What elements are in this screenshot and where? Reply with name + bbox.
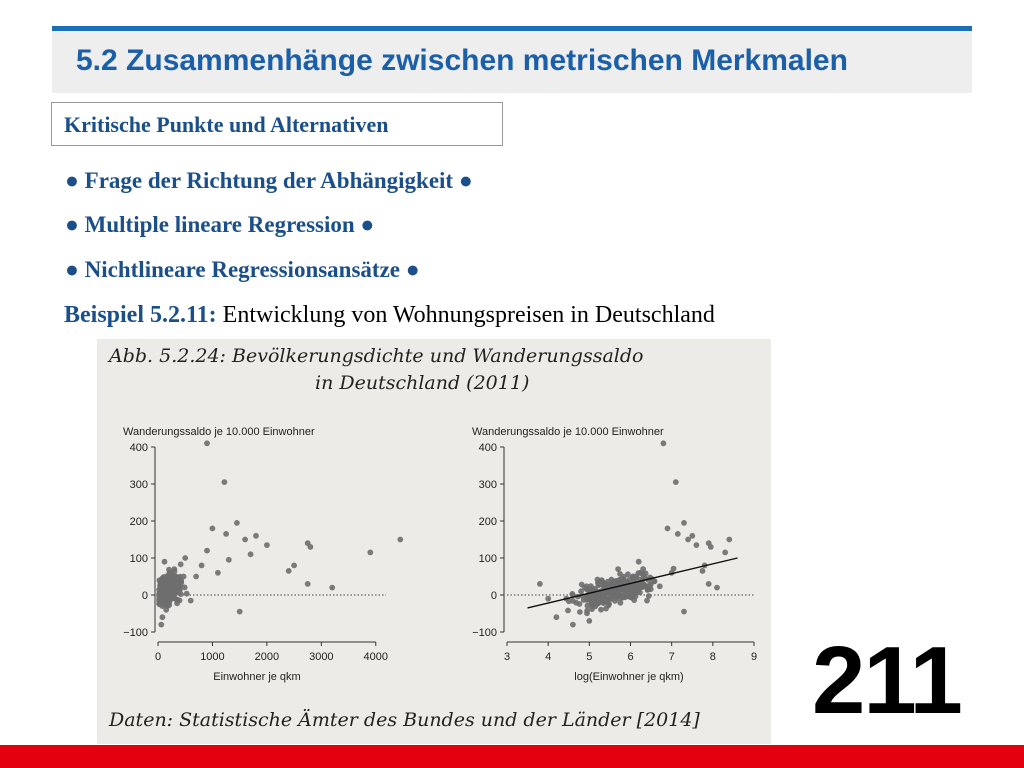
chart2-data-point [685, 537, 691, 543]
chart1-data-point [226, 557, 232, 563]
chart1-data-point [264, 542, 270, 548]
bullet-item-multiple-regression: ● Multiple lineare Regression ● [65, 212, 375, 237]
chart1-data-point [163, 607, 169, 613]
chart1-data-point [242, 537, 248, 543]
footer-bar [0, 745, 1024, 768]
chart2-data-point [673, 479, 679, 485]
chart2-y-tick-label: 300 [478, 479, 497, 491]
chart2-y-tick-label: 400 [478, 442, 497, 454]
chart1-data-point [237, 609, 243, 615]
chart2-x-tick-label: 7 [668, 651, 675, 663]
chart1-data-point [160, 581, 166, 587]
chart1-data-point [166, 577, 172, 583]
chart2-data-point [565, 608, 571, 614]
chart2-data-point [569, 591, 575, 597]
chart1-data-point [286, 568, 292, 574]
chart2-data-point [675, 531, 681, 537]
chart1-y-tick-label: 100 [129, 553, 148, 565]
chart2-data-point [714, 585, 720, 591]
chart2-data-point [584, 597, 590, 603]
chart2-data-point [594, 597, 600, 603]
chart1-data-point [222, 479, 228, 485]
chart2-data-point [647, 583, 653, 589]
chart1-x-axis-label: Einwohner je qkm [213, 671, 301, 683]
chart1-data-point [184, 591, 190, 597]
section-box [51, 102, 503, 146]
chart2-y-tick-label: 100 [478, 553, 497, 565]
chart2-x-tick-label: 8 [709, 651, 716, 663]
chart2-data-point [708, 544, 714, 550]
chart2-x-tick-label: 3 [503, 651, 511, 663]
chart2-y-tick-label: −100 [472, 627, 497, 639]
chart1-y-tick-label: 400 [129, 442, 148, 454]
example-line [64, 302, 715, 329]
chart2-data-point [584, 583, 590, 589]
chart1-data-point [199, 563, 205, 569]
chart2-data-point [577, 609, 583, 615]
chart2-data-point [644, 598, 650, 604]
bullet-item-nonlinear: ● Nichtlineare Regressionsansätze ● [65, 257, 420, 282]
example-text: Entwicklung von Wohnungspreisen in Deutschland [216, 302, 715, 328]
chart2-data-point [584, 608, 590, 614]
figure-caption-line1: Abb. 5.2.24: Bevölkerungsdichte und Wanderungssaldo [109, 345, 644, 367]
chart1-data-point [162, 559, 168, 565]
chart2-data-point [599, 577, 605, 583]
chart2-x-tick-label: 4 [545, 651, 552, 663]
chart2-data-point [585, 603, 591, 609]
chart2-data-point [657, 583, 663, 589]
chart1-x-tick-label: 0 [154, 651, 162, 663]
chart2-data-point [629, 589, 635, 595]
chart2-data-point [681, 609, 687, 615]
chart2-data-point [706, 581, 712, 587]
chart2-data-point [638, 570, 644, 576]
chart1-x-tick-label: 1000 [200, 651, 225, 663]
chart2-y-axis-label: Wanderungssaldo je 10.000 Einwohner [472, 426, 664, 438]
chart1-data-point [193, 574, 199, 580]
chart1-data-point [161, 588, 167, 594]
chart2-data-point [633, 575, 639, 581]
figure-source: Daten: Statistische Ämter des Bundes und der Länder [2014] [109, 709, 700, 731]
chart2-data-point [636, 559, 642, 565]
chart2-y-tick-label: 0 [490, 590, 497, 602]
chart1-x-tick-label: 2000 [254, 651, 280, 663]
chart2-data-point [694, 542, 700, 548]
chart1-y-tick-label: 200 [129, 516, 148, 528]
chart1-y-tick-label: 0 [141, 590, 148, 602]
chart1-data-point [158, 600, 164, 606]
chart2-data-point [537, 581, 543, 587]
figure-caption-line2: in Deutschland (2011) [315, 372, 530, 394]
chart2-data-point [722, 550, 728, 556]
chart1-data-point [397, 537, 403, 543]
chart1-data-point [171, 582, 177, 588]
chart1-data-point [291, 563, 297, 569]
chart2-data-point [598, 607, 604, 613]
chart2-data-point [601, 597, 607, 603]
chart1-y-tick-label: 300 [129, 479, 148, 491]
chart1-data-point [175, 574, 181, 580]
chart1-data-point [174, 597, 180, 603]
chart2-data-point [578, 588, 584, 594]
bullet-item-direction: ● Frage der Richtung der Abhängigkeit ● [65, 168, 473, 193]
chart1-data-point [169, 596, 175, 602]
scatter-charts [97, 339, 771, 744]
chart2-data-point [700, 568, 706, 574]
chart1-data-point [305, 581, 311, 587]
chart1-data-point [210, 526, 216, 532]
chart2-data-point [637, 590, 643, 596]
chart2-data-point [573, 600, 579, 606]
chart1-data-point [178, 561, 184, 567]
chart1-data-point [215, 570, 221, 576]
chart1-y-tick-label: −100 [123, 627, 148, 639]
chart1-data-point [204, 440, 210, 446]
chart1-data-point [234, 520, 240, 526]
example-label: Beispiel 5.2.11: [64, 302, 217, 328]
chart2-data-point [640, 583, 646, 589]
chart2-data-point [726, 537, 732, 543]
chart1-data-point [182, 555, 188, 561]
chart2-x-tick-label: 9 [750, 651, 758, 663]
chart1-data-point [173, 590, 179, 596]
chart1-data-point [204, 548, 210, 554]
chart1-data-point [248, 551, 254, 557]
chart1-x-tick-label: 4000 [363, 651, 389, 663]
chart1-data-point [177, 585, 183, 591]
figure-panel [97, 339, 771, 744]
chart2-data-point [625, 571, 631, 577]
chart1-data-point [160, 614, 166, 620]
page-title: 5.2 Zusammenhänge zwischen metrischen Merkmalen [76, 44, 848, 77]
chart2-data-point [545, 596, 551, 602]
chart2-data-point [665, 526, 671, 532]
chart1-data-point [223, 531, 229, 537]
chart2-data-point [589, 603, 595, 609]
chart1-x-tick-label: 3000 [309, 651, 334, 663]
chart1-data-point [188, 598, 194, 604]
section-label: Kritische Punkte und Alternativen [64, 112, 389, 137]
chart2-data-point [586, 618, 592, 624]
chart1-data-point [329, 585, 335, 591]
chart2-data-point [602, 583, 608, 589]
chart2-data-point [615, 566, 621, 572]
chart1-data-point [253, 533, 259, 539]
chart2-data-point [570, 622, 576, 628]
chart2-data-point [554, 614, 560, 620]
chart2-data-point [623, 579, 629, 585]
chart1-data-point [171, 566, 177, 572]
chart2-x-tick-label: 5 [586, 651, 593, 663]
chart1-data-point [158, 622, 164, 628]
chart2-x-tick-label: 6 [627, 651, 634, 663]
page-number: 211 [812, 627, 961, 734]
chart2-data-point [661, 440, 667, 446]
chart1-data-point [308, 544, 314, 550]
chart2-y-tick-label: 200 [478, 516, 497, 528]
header-bar [52, 31, 972, 93]
chart1-y-axis-label: Wanderungssaldo je 10.000 Einwohner [123, 426, 315, 438]
chart1-data-point [367, 550, 373, 556]
chart2-data-point [681, 520, 687, 526]
chart2-data-point [612, 590, 618, 596]
chart2-x-axis-label: log(Einwohner je qkm) [574, 671, 684, 683]
